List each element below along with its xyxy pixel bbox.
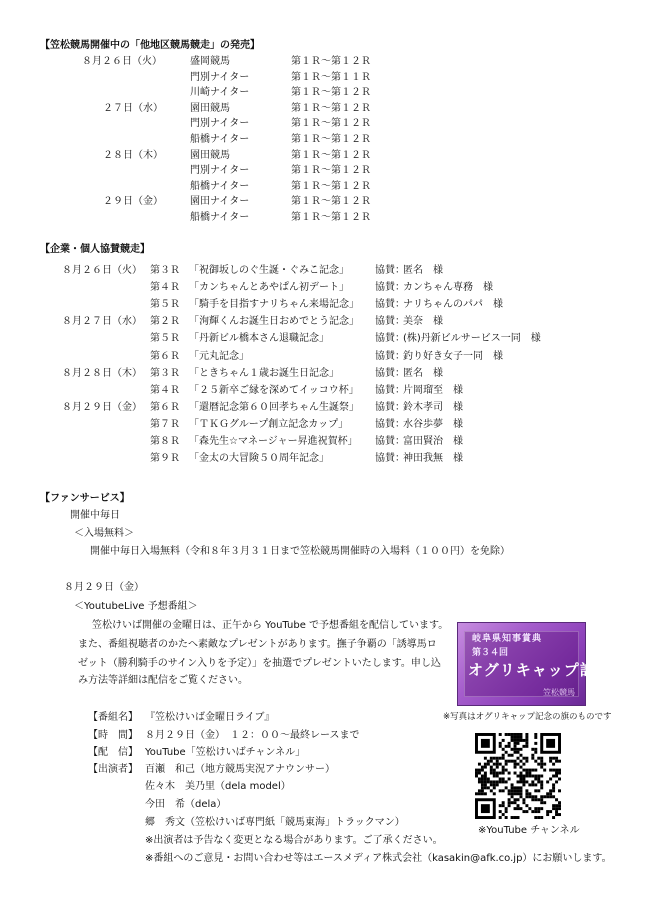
- race-day-date: ８月２６日（火）: [82, 56, 162, 67]
- sponsor-race-title: 「２５新卒ご縁を深めてイッコウ杯」: [189, 384, 359, 396]
- sponsor-label: 協賛：: [375, 299, 405, 311]
- sponsor-date: ８月２７日（水）: [62, 316, 142, 328]
- youtube-qr-code-icon[interactable]: [475, 733, 561, 819]
- flag-text: オグリキャップ記念: [468, 661, 612, 679]
- sponsor-race-title: 「カンちゃんとあやぱん初デート」: [189, 282, 349, 294]
- free-entry-heading: ＜入場無料＞: [74, 528, 134, 539]
- oguri-cap-flag-photo: [457, 622, 612, 706]
- sponsor-name: 片岡瑠至 様: [403, 384, 463, 396]
- race-range: 第１Ｒ～第１２Ｒ: [291, 87, 371, 99]
- sponsor-race-number: 第２Ｒ: [150, 316, 180, 328]
- race-venue: 園田ナイター: [190, 196, 250, 208]
- race-range: 第１Ｒ～第１２Ｒ: [291, 56, 371, 67]
- sponsor-race-number: 第８Ｒ: [150, 436, 180, 447]
- race-range: 第１Ｒ～第１２Ｒ: [291, 134, 371, 145]
- sponsor-race-number: 第３Ｒ: [150, 367, 180, 379]
- race-range: 第１Ｒ～第１２Ｒ: [291, 165, 371, 177]
- section-heading-sponsor: 【企業・個人協賛競走】: [40, 244, 150, 255]
- sponsor-race-number: 第４Ｒ: [150, 384, 180, 396]
- sponsor-label: 協賛：: [375, 316, 405, 328]
- qr-caption: ※YouTube チャンネル: [478, 825, 580, 836]
- sponsor-race-number: 第３Ｒ: [150, 265, 180, 276]
- sponsor-race-title: 「元丸記念」: [189, 350, 249, 362]
- program-value: 佐々木 美乃里（dela model）: [145, 781, 291, 792]
- youtube-heading: ＜YoutubeLive 予想番組＞: [74, 601, 198, 612]
- sponsor-race-number: 第６Ｒ: [150, 350, 180, 362]
- race-venue: 盛岡競馬: [190, 56, 230, 67]
- flag-text: 岐阜県知事賞典: [472, 634, 543, 644]
- sponsor-name: 水谷歩夢 様: [403, 418, 463, 430]
- sponsor-name: ナリちゃんのパパ 様: [403, 299, 503, 311]
- sponsor-race-number: 第９Ｒ: [150, 453, 180, 465]
- program-value: ８月２９日（金） １２：００～最終レースまで: [145, 730, 360, 741]
- section-heading-local-races: 【笠松競馬開催中の「他地区競馬競走」の発売】: [40, 40, 260, 51]
- sponsor-label: 協賛：: [375, 350, 405, 362]
- sponsor-label: 協賛：: [375, 282, 405, 294]
- sponsor-label: 協賛：: [375, 453, 405, 465]
- sponsor-race-title: 「還暦記念第６０回孝ちゃん生誕祭」: [189, 401, 359, 413]
- sponsor-name: 釣り好き女子一同 様: [403, 350, 503, 362]
- program-value: 『笠松けいば金曜日ライブ』: [145, 712, 275, 723]
- sponsor-race-number: 第４Ｒ: [150, 282, 180, 294]
- race-venue: 川崎ナイター: [190, 87, 250, 99]
- youtube-description-line: み方法等詳細は配信をご覧ください。: [78, 675, 248, 686]
- race-day-date: ２９日（金）: [103, 196, 163, 208]
- youtube-description-line: 笠松けいば開催の金曜日は、正午から YouTube で予想番組を配信しています。: [92, 620, 449, 631]
- sponsor-race-title: 「丹新ビル橋本さん退職記念」: [189, 333, 329, 345]
- photo-caption: ※写真はオグリキャップ記念の旗のものです: [443, 712, 612, 722]
- sponsor-race-number: 第６Ｒ: [150, 401, 180, 413]
- sponsor-date: ８月２８日（木）: [62, 367, 142, 379]
- race-range: 第１Ｒ～第１２Ｒ: [291, 102, 371, 114]
- race-range: 第１Ｒ～第１２Ｒ: [291, 196, 371, 208]
- fan-subheading: 開催中毎日: [70, 510, 120, 521]
- free-entry-text: 開催中毎日入場無料（令和８年３月３１日まで笠松競馬開催時の入場料（１００円）を免除）: [90, 546, 510, 557]
- youtube-description-line: ゼット（勝利騎手のサイン入りを予定）」を抽選でプレゼントいたします。申し込: [78, 658, 441, 669]
- race-range: 第１Ｒ～第１２Ｒ: [291, 212, 371, 223]
- note-performers: ※出演者は予告なく変更となる場合があります。ご了承ください。: [145, 835, 443, 846]
- sponsor-label: 協賛：: [375, 333, 405, 345]
- sponsor-race-title: 「騎手を目指すナリちゃん来場記念」: [189, 299, 359, 311]
- youtube-description-line: また、番組視聴者のかたへ素敵なプレゼントがあります。撫子争覇の「誘導馬ロ: [78, 639, 437, 650]
- sponsor-label: 協賛：: [375, 401, 405, 413]
- sponsor-name: 富田賢治 様: [403, 436, 463, 447]
- race-range: 第１Ｒ～第１２Ｒ: [291, 149, 371, 161]
- flag-text: 第３４回: [472, 648, 509, 658]
- sponsor-label: 協賛：: [375, 265, 405, 276]
- race-venue: 門別ナイター: [190, 165, 250, 177]
- sponsor-race-number: 第５Ｒ: [150, 299, 180, 311]
- race-venue: 船橋ナイター: [190, 212, 250, 223]
- race-range: 第１Ｒ～第１１Ｒ: [291, 71, 371, 83]
- race-day-date: ２７日（水）: [103, 102, 163, 114]
- sponsor-label: 協賛：: [375, 384, 405, 396]
- sponsor-date: ８月２９日（金）: [62, 401, 142, 413]
- sponsor-name: カンちゃん専務 様: [403, 282, 493, 294]
- race-day-date: ２８日（木）: [103, 149, 163, 161]
- race-venue: 園田競馬: [190, 102, 230, 114]
- sponsor-race-title: 「ときちゃん１歳お誕生日記念」: [189, 367, 339, 379]
- youtube-date: ８月２９日（金）: [64, 582, 144, 593]
- race-venue: 門別ナイター: [190, 71, 250, 83]
- race-venue: 園田競馬: [190, 149, 230, 161]
- sponsor-name: 神田我無 様: [403, 453, 463, 465]
- program-label: 【配 信】: [88, 747, 138, 758]
- sponsor-race-number: 第７Ｒ: [150, 418, 180, 430]
- sponsor-label: 協賛：: [375, 367, 405, 379]
- sponsor-race-title: 「祝御坂しのぐ生誕・ぐみこ記念」: [189, 265, 349, 276]
- flag-text: 笠松競馬: [543, 688, 575, 697]
- sponsor-name: (株)丹新ビルサービス一同 様: [403, 333, 541, 345]
- race-venue: 船橋ナイター: [190, 134, 250, 145]
- sponsor-race-title: 「洵輝くんお誕生日おめでとう記念」: [189, 316, 359, 328]
- sponsor-race-title: 「森先生☆マネージャー昇進祝賀杯」: [189, 436, 358, 447]
- note-contact: ※番組へのご意見・お問い合わせ等はエースメディア株式会社（kasakin@afk.co.jp）にお願いします。: [145, 853, 612, 864]
- sponsor-name: 匿名 様: [403, 367, 443, 379]
- sponsor-label: 協賛：: [375, 436, 405, 447]
- program-label: 【番組名】: [88, 712, 138, 723]
- section-heading-fan: 【ファンサービス】: [40, 493, 130, 504]
- program-value: 今田 希（dela）: [145, 799, 227, 810]
- sponsor-date: ８月２６日（火）: [62, 265, 142, 276]
- sponsor-name: 鈴木孝司 様: [403, 401, 463, 413]
- program-value: 郷 秀文（笠松けいば専門紙「競馬東海」トラックマン）: [145, 817, 405, 828]
- sponsor-race-title: 「金太の大冒険５０周年記念」: [189, 453, 329, 465]
- program-label: 【出演者】: [88, 764, 138, 775]
- sponsor-race-title: 「ＴＫＧグループ創立記念カップ」: [189, 418, 349, 430]
- program-value: YouTube「笠松けいばチャンネル」: [145, 747, 306, 758]
- program-value: 百瀬 和己（地方競馬実況アナウンサー）: [145, 764, 335, 775]
- race-range: 第１Ｒ～第１２Ｒ: [291, 180, 371, 192]
- race-venue: 船橋ナイター: [190, 180, 250, 192]
- sponsor-name: 匿名 様: [403, 265, 443, 276]
- sponsor-label: 協賛：: [375, 418, 405, 430]
- race-range: 第１Ｒ～第１２Ｒ: [291, 118, 371, 130]
- sponsor-race-number: 第５Ｒ: [150, 333, 180, 345]
- race-venue: 門別ナイター: [190, 118, 250, 130]
- sponsor-name: 美奈 様: [403, 316, 443, 328]
- program-label: 【時 間】: [88, 730, 138, 741]
